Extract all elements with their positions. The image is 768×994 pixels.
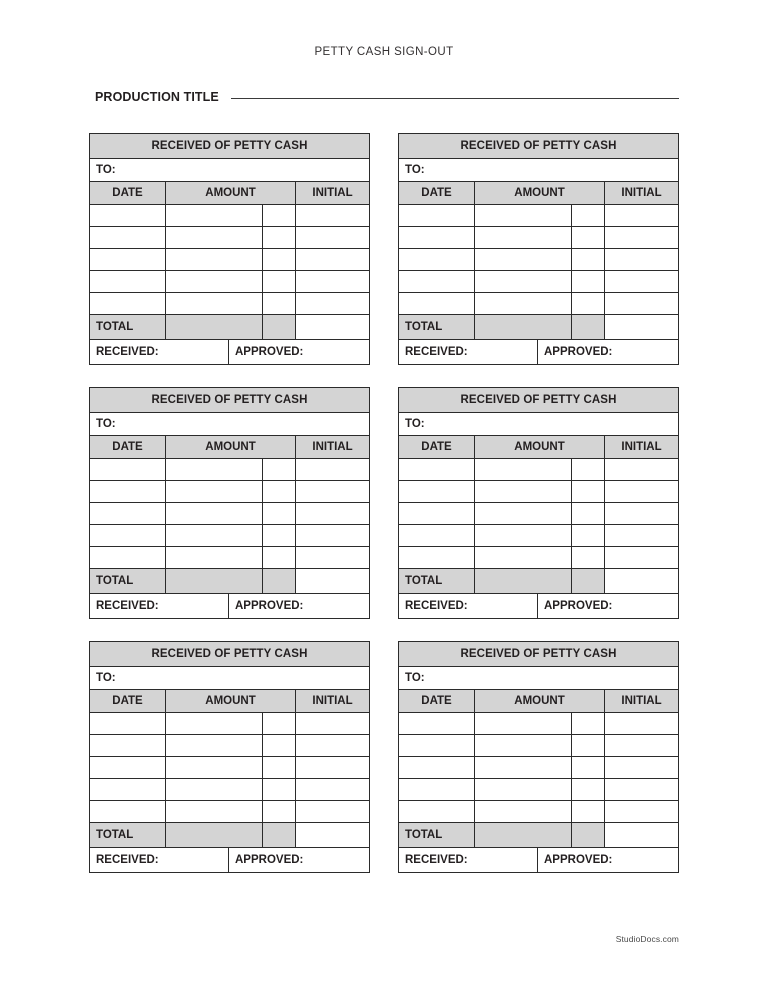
entry-amount-cents-cell[interactable]: [263, 293, 296, 314]
entry-amount-cents-cell[interactable]: [572, 525, 605, 546]
total-amount-cents-cell[interactable]: [263, 315, 296, 339]
voucher-title-text: RECEIVED OF PETTY CASH: [460, 394, 617, 406]
entry-initial-cell[interactable]: [296, 757, 369, 778]
column-header-initial: INITIAL: [312, 187, 353, 199]
petty-cash-voucher: [89, 641, 370, 873]
entry-date-cell[interactable]: [399, 757, 475, 778]
voucher-entry-row: [399, 293, 678, 315]
entry-amount-cell[interactable]: [166, 547, 263, 568]
entry-amount-cell[interactable]: [475, 735, 572, 756]
entry-amount-cents-cell[interactable]: [263, 713, 296, 734]
voucher-signoff-row: [90, 594, 369, 618]
entry-initial-cell[interactable]: [296, 779, 369, 800]
column-header-amount: AMOUNT: [475, 690, 605, 712]
entry-date-cell[interactable]: [90, 481, 166, 502]
voucher-title-bar: [90, 134, 369, 159]
entry-amount-cell[interactable]: [475, 205, 572, 226]
entry-amount-cents-cell[interactable]: [572, 503, 605, 524]
entry-amount-cell[interactable]: [475, 459, 572, 480]
voucher-entry-row: [90, 481, 369, 503]
total-amount-cents-cell[interactable]: [572, 569, 605, 593]
entry-amount-cell[interactable]: [475, 249, 572, 270]
entry-amount-cell[interactable]: [166, 713, 263, 734]
column-header-initial: INITIAL: [621, 187, 662, 199]
voucher-entry-row: [399, 801, 678, 823]
column-header-initial: INITIAL: [312, 441, 353, 453]
received-field[interactable]: RECEIVED:: [399, 594, 538, 618]
entry-amount-cell[interactable]: [475, 801, 572, 822]
entry-date-cell[interactable]: [399, 459, 475, 480]
voucher-entry-row: [90, 271, 369, 293]
column-header-date: DATE: [399, 182, 475, 204]
entry-amount-cell[interactable]: [475, 547, 572, 568]
entry-initial-cell[interactable]: [605, 779, 678, 800]
entry-amount-cell[interactable]: [475, 713, 572, 734]
entry-amount-cell[interactable]: [166, 801, 263, 822]
entry-amount-cents-cell[interactable]: [263, 503, 296, 524]
entry-initial-cell[interactable]: [605, 481, 678, 502]
entry-initial-cell[interactable]: [605, 757, 678, 778]
voucher-entry-row: [399, 481, 678, 503]
approved-field[interactable]: APPROVED:: [538, 340, 678, 364]
voucher-entry-row: [90, 205, 369, 227]
voucher-to-row[interactable]: [399, 159, 678, 182]
voucher-title-bar: [90, 388, 369, 413]
total-label: TOTAL: [399, 823, 475, 847]
entry-initial-cell[interactable]: [296, 735, 369, 756]
voucher-entry-row: [90, 503, 369, 525]
total-amount-cents-cell[interactable]: [572, 315, 605, 339]
entry-date-cell[interactable]: [399, 547, 475, 568]
entry-amount-cents-cell[interactable]: [572, 249, 605, 270]
total-amount-cents-cell[interactable]: [263, 823, 296, 847]
total-amount-cell[interactable]: [166, 823, 263, 847]
entry-amount-cell[interactable]: [166, 481, 263, 502]
entry-amount-cents-cell[interactable]: [572, 713, 605, 734]
entry-amount-cell[interactable]: [475, 525, 572, 546]
entry-date-cell[interactable]: [399, 293, 475, 314]
entry-date-cell[interactable]: [399, 735, 475, 756]
voucher-entry-row: [90, 779, 369, 801]
approved-field[interactable]: APPROVED:: [538, 594, 678, 618]
entry-amount-cell[interactable]: [166, 205, 263, 226]
received-field[interactable]: RECEIVED:: [399, 848, 538, 872]
entry-amount-cell[interactable]: [166, 249, 263, 270]
entry-amount-cell[interactable]: [166, 227, 263, 248]
total-amount-cell[interactable]: [166, 315, 263, 339]
entry-date-cell[interactable]: [90, 713, 166, 734]
petty-cash-voucher: [89, 133, 370, 365]
page-title: PETTY CASH SIGN-OUT: [314, 46, 454, 58]
entry-amount-cents-cell[interactable]: [263, 249, 296, 270]
entry-initial-cell[interactable]: [605, 293, 678, 314]
received-field[interactable]: RECEIVED:: [90, 340, 229, 364]
voucher-title-bar: [399, 134, 678, 159]
entry-amount-cents-cell[interactable]: [572, 801, 605, 822]
entry-amount-cell[interactable]: [166, 293, 263, 314]
voucher-entry-row: [399, 779, 678, 801]
voucher-total-row: [90, 823, 369, 848]
total-amount-cell[interactable]: [166, 569, 263, 593]
entry-initial-cell[interactable]: [605, 249, 678, 270]
entry-initial-cell[interactable]: [296, 503, 369, 524]
column-header-initial: INITIAL: [621, 695, 662, 707]
total-label: TOTAL: [399, 315, 475, 339]
entry-initial-cell[interactable]: [296, 801, 369, 822]
entry-initial-cell[interactable]: [605, 713, 678, 734]
entry-amount-cents-cell[interactable]: [572, 757, 605, 778]
entry-amount-cell[interactable]: [475, 481, 572, 502]
entry-amount-cents-cell[interactable]: [263, 227, 296, 248]
voucher-title-text: RECEIVED OF PETTY CASH: [151, 140, 308, 152]
voucher-entry-row: [399, 757, 678, 779]
column-header-date: DATE: [399, 436, 475, 458]
entry-initial-cell[interactable]: [605, 525, 678, 546]
entry-date-cell[interactable]: [399, 801, 475, 822]
received-field[interactable]: RECEIVED:: [399, 340, 538, 364]
entry-date-cell[interactable]: [399, 525, 475, 546]
entry-initial-cell[interactable]: [296, 713, 369, 734]
entry-initial-cell[interactable]: [296, 293, 369, 314]
petty-cash-voucher: [398, 133, 679, 365]
entry-initial-cell[interactable]: [296, 271, 369, 292]
received-field[interactable]: RECEIVED:: [90, 594, 229, 618]
voucher-entry-row: [399, 227, 678, 249]
column-header-amount: AMOUNT: [475, 436, 605, 458]
voucher-to-row[interactable]: [90, 159, 369, 182]
entry-initial-cell[interactable]: [605, 205, 678, 226]
voucher-title-text: RECEIVED OF PETTY CASH: [460, 648, 617, 660]
entry-amount-cell[interactable]: [166, 271, 263, 292]
voucher-total-row: [399, 315, 678, 340]
voucher-total-row: [90, 315, 369, 340]
entry-initial-cell[interactable]: [296, 205, 369, 226]
column-header-amount: AMOUNT: [166, 182, 296, 204]
voucher-total-row: [399, 823, 678, 848]
entry-amount-cents-cell[interactable]: [572, 293, 605, 314]
voucher-column-header-row: [399, 182, 678, 205]
entry-date-cell[interactable]: [90, 271, 166, 292]
entry-amount-cents-cell[interactable]: [572, 481, 605, 502]
entry-amount-cents-cell[interactable]: [263, 459, 296, 480]
total-label: TOTAL: [90, 823, 166, 847]
petty-cash-voucher: [89, 387, 370, 619]
voucher-signoff-row: [399, 848, 678, 872]
column-header-initial: INITIAL: [312, 695, 353, 707]
site-footer: StudioDocs.com: [615, 934, 679, 944]
total-amount-cell[interactable]: [475, 569, 572, 593]
total-amount-cell[interactable]: [475, 315, 572, 339]
entry-amount-cents-cell[interactable]: [572, 735, 605, 756]
total-amount-cents-cell[interactable]: [263, 569, 296, 593]
entry-date-cell[interactable]: [90, 205, 166, 226]
entry-date-cell[interactable]: [90, 525, 166, 546]
entry-initial-cell[interactable]: [296, 547, 369, 568]
voucher-signoff-row: [90, 848, 369, 872]
entry-initial-cell[interactable]: [605, 801, 678, 822]
entry-date-cell[interactable]: [399, 249, 475, 270]
voucher-to-label: TO:: [96, 672, 116, 684]
column-header-date: DATE: [90, 436, 166, 458]
entry-date-cell[interactable]: [399, 481, 475, 502]
entry-amount-cell[interactable]: [166, 525, 263, 546]
entry-amount-cell[interactable]: [475, 757, 572, 778]
voucher-entry-row: [399, 503, 678, 525]
entry-amount-cents-cell[interactable]: [572, 227, 605, 248]
voucher-to-row[interactable]: [90, 667, 369, 690]
entry-amount-cell[interactable]: [166, 735, 263, 756]
voucher-total-row: [90, 569, 369, 594]
voucher-to-label: TO:: [96, 418, 116, 430]
voucher-column-header-row: [90, 690, 369, 713]
approved-field[interactable]: APPROVED:: [229, 340, 369, 364]
entry-date-cell[interactable]: [399, 779, 475, 800]
entry-date-cell[interactable]: [399, 271, 475, 292]
voucher-entry-row: [90, 547, 369, 569]
voucher-entry-row: [90, 459, 369, 481]
entry-amount-cents-cell[interactable]: [572, 459, 605, 480]
voucher-title-bar: [90, 642, 369, 667]
voucher-entry-row: [399, 525, 678, 547]
entry-amount-cell[interactable]: [475, 271, 572, 292]
voucher-entry-row: [399, 249, 678, 271]
voucher-entry-row: [399, 205, 678, 227]
total-initial-cell[interactable]: [605, 823, 678, 847]
entry-amount-cell[interactable]: [475, 503, 572, 524]
voucher-to-label: TO:: [405, 418, 425, 430]
total-amount-cents-cell[interactable]: [572, 823, 605, 847]
voucher-entry-row: [399, 735, 678, 757]
entry-date-cell[interactable]: [399, 713, 475, 734]
entry-initial-cell[interactable]: [605, 459, 678, 480]
column-header-amount: AMOUNT: [166, 690, 296, 712]
entry-initial-cell[interactable]: [296, 459, 369, 480]
production-title-label: PRODUCTION TITLE: [95, 90, 219, 104]
entry-date-cell[interactable]: [90, 779, 166, 800]
entry-amount-cell[interactable]: [475, 227, 572, 248]
entry-date-cell[interactable]: [90, 503, 166, 524]
entry-initial-cell[interactable]: [605, 503, 678, 524]
entry-amount-cents-cell[interactable]: [572, 779, 605, 800]
entry-amount-cell[interactable]: [166, 503, 263, 524]
entry-amount-cell[interactable]: [475, 779, 572, 800]
total-amount-cell[interactable]: [475, 823, 572, 847]
voucher-entry-row: [90, 735, 369, 757]
voucher-entry-row: [90, 227, 369, 249]
entry-initial-cell[interactable]: [605, 271, 678, 292]
voucher-signoff-row: [399, 594, 678, 618]
voucher-title-text: RECEIVED OF PETTY CASH: [460, 140, 617, 152]
entry-amount-cents-cell[interactable]: [572, 205, 605, 226]
entry-amount-cents-cell[interactable]: [263, 735, 296, 756]
entry-date-cell[interactable]: [90, 757, 166, 778]
voucher-entry-row: [90, 293, 369, 315]
column-header-date: DATE: [90, 182, 166, 204]
petty-cash-voucher: [398, 387, 679, 619]
voucher-column-header-row: [90, 182, 369, 205]
entry-amount-cents-cell[interactable]: [263, 205, 296, 226]
entry-amount-cents-cell[interactable]: [263, 525, 296, 546]
entry-amount-cents-cell[interactable]: [263, 757, 296, 778]
entry-date-cell[interactable]: [90, 735, 166, 756]
entry-date-cell[interactable]: [90, 801, 166, 822]
voucher-entry-row: [399, 459, 678, 481]
total-label: TOTAL: [90, 569, 166, 593]
voucher-entry-row: [90, 249, 369, 271]
column-header-amount: AMOUNT: [475, 182, 605, 204]
entry-initial-cell[interactable]: [605, 547, 678, 568]
voucher-signoff-row: [399, 340, 678, 364]
entry-amount-cents-cell[interactable]: [572, 547, 605, 568]
petty-cash-voucher: [398, 641, 679, 873]
entry-date-cell[interactable]: [90, 227, 166, 248]
entry-amount-cell[interactable]: [166, 779, 263, 800]
column-header-date: DATE: [90, 690, 166, 712]
entry-date-cell[interactable]: [399, 205, 475, 226]
received-field[interactable]: RECEIVED:: [90, 848, 229, 872]
voucher-grid: [89, 133, 679, 873]
entry-amount-cents-cell[interactable]: [263, 481, 296, 502]
entry-date-cell[interactable]: [90, 293, 166, 314]
total-initial-cell[interactable]: [605, 569, 678, 593]
voucher-title-bar: [399, 642, 678, 667]
voucher-title-text: RECEIVED OF PETTY CASH: [151, 648, 308, 660]
approved-field[interactable]: APPROVED:: [229, 848, 369, 872]
voucher-to-row[interactable]: [90, 413, 369, 436]
entry-date-cell[interactable]: [90, 459, 166, 480]
entry-initial-cell[interactable]: [296, 249, 369, 270]
entry-amount-cents-cell[interactable]: [263, 779, 296, 800]
entry-initial-cell[interactable]: [296, 481, 369, 502]
voucher-entry-row: [399, 547, 678, 569]
total-initial-cell[interactable]: [296, 569, 369, 593]
voucher-entry-row: [399, 271, 678, 293]
voucher-column-header-row: [399, 436, 678, 459]
voucher-entry-row: [90, 713, 369, 735]
voucher-column-header-row: [399, 690, 678, 713]
entry-amount-cell[interactable]: [166, 459, 263, 480]
entry-amount-cents-cell[interactable]: [263, 547, 296, 568]
entry-date-cell[interactable]: [399, 503, 475, 524]
total-initial-cell[interactable]: [296, 315, 369, 339]
column-header-initial: INITIAL: [621, 441, 662, 453]
entry-initial-cell[interactable]: [296, 525, 369, 546]
voucher-column-header-row: [90, 436, 369, 459]
entry-amount-cell[interactable]: [475, 293, 572, 314]
total-label: TOTAL: [399, 569, 475, 593]
total-initial-cell[interactable]: [605, 315, 678, 339]
voucher-to-label: TO:: [405, 164, 425, 176]
voucher-entry-row: [90, 757, 369, 779]
production-title-row: [95, 90, 679, 104]
column-header-date: DATE: [399, 690, 475, 712]
entry-initial-cell[interactable]: [605, 735, 678, 756]
column-header-amount: AMOUNT: [166, 436, 296, 458]
entry-amount-cell[interactable]: [166, 757, 263, 778]
voucher-title-bar: [399, 388, 678, 413]
voucher-title-text: RECEIVED OF PETTY CASH: [151, 394, 308, 406]
voucher-to-row[interactable]: [399, 667, 678, 690]
entry-date-cell[interactable]: [90, 249, 166, 270]
total-initial-cell[interactable]: [296, 823, 369, 847]
voucher-total-row: [399, 569, 678, 594]
entry-initial-cell[interactable]: [296, 227, 369, 248]
voucher-to-label: TO:: [405, 672, 425, 684]
voucher-signoff-row: [90, 340, 369, 364]
approved-field[interactable]: APPROVED:: [538, 848, 678, 872]
voucher-to-row[interactable]: [399, 413, 678, 436]
entry-date-cell[interactable]: [399, 227, 475, 248]
voucher-entry-row: [90, 525, 369, 547]
approved-field[interactable]: APPROVED:: [229, 594, 369, 618]
entry-amount-cents-cell[interactable]: [263, 271, 296, 292]
entry-initial-cell[interactable]: [605, 227, 678, 248]
entry-amount-cents-cell[interactable]: [263, 801, 296, 822]
voucher-to-label: TO:: [96, 164, 116, 176]
voucher-entry-row: [90, 801, 369, 823]
voucher-entry-row: [399, 713, 678, 735]
production-title-write-line[interactable]: [231, 98, 679, 99]
entry-amount-cents-cell[interactable]: [572, 271, 605, 292]
entry-date-cell[interactable]: [90, 547, 166, 568]
total-label: TOTAL: [90, 315, 166, 339]
